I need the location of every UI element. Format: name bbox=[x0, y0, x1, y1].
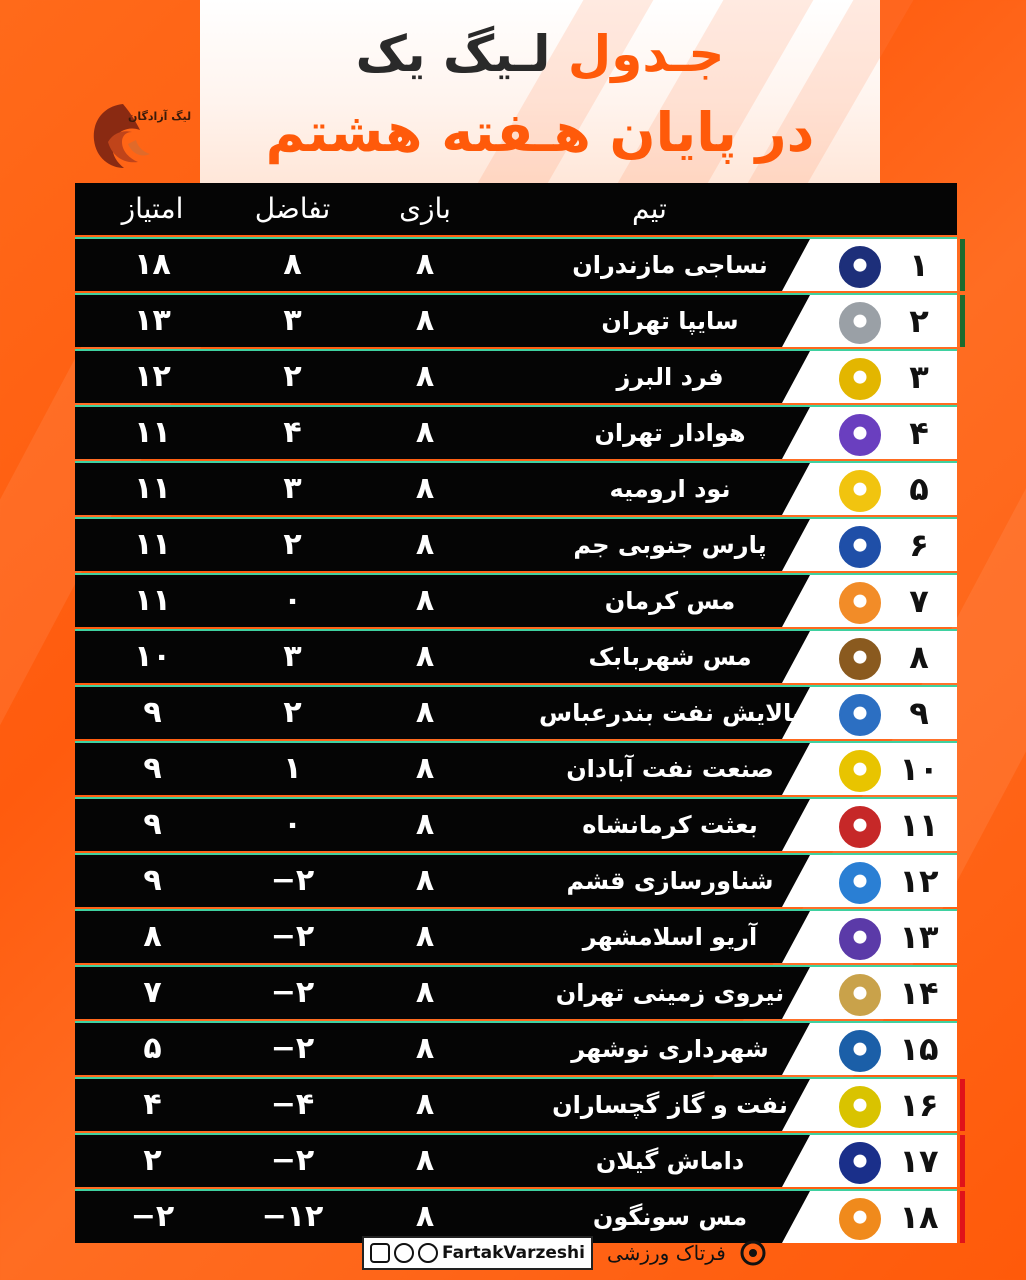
team-name: سایپا تهران bbox=[601, 307, 739, 335]
diff-value: −۴ bbox=[270, 1087, 315, 1122]
diff-value: ۳ bbox=[283, 303, 302, 338]
played-value: ۸ bbox=[415, 1087, 435, 1122]
points-value: ۹ bbox=[143, 863, 162, 898]
played-value: ۸ bbox=[415, 1143, 435, 1178]
diff-value: ۲ bbox=[283, 695, 302, 730]
zone-marker bbox=[960, 295, 965, 347]
rank-number: ۲ bbox=[909, 302, 929, 340]
team-name: شهرداری نوشهر bbox=[571, 1035, 769, 1063]
rank-number: ۱۳ bbox=[899, 918, 939, 956]
footer bbox=[362, 1236, 766, 1270]
played-value: ۸ bbox=[415, 975, 435, 1010]
points-value: ۱۱ bbox=[134, 415, 171, 450]
title-accent: جـدول bbox=[567, 25, 725, 83]
team-name: شناورسازی قشم bbox=[566, 867, 774, 895]
diff-value: −۲ bbox=[270, 1143, 315, 1178]
telegram-icon bbox=[394, 1243, 414, 1263]
points-value: ۹ bbox=[143, 695, 162, 730]
diff-value: ۳ bbox=[283, 471, 302, 506]
points-value: ۷ bbox=[143, 975, 162, 1010]
team-name: آریو اسلامشهر bbox=[582, 923, 758, 951]
table-row bbox=[75, 685, 957, 739]
team-name: نفت و گاز گچساران bbox=[552, 1091, 788, 1119]
played-value: ۸ bbox=[415, 863, 435, 898]
team-name: پارس جنوبی جم bbox=[573, 531, 767, 559]
played-value: ۸ bbox=[415, 359, 435, 394]
points-value: ۱۲ bbox=[134, 359, 171, 394]
column-header-team: تیم bbox=[632, 192, 667, 225]
points-value: −۲ bbox=[130, 1199, 175, 1234]
played-value: ۸ bbox=[415, 751, 435, 786]
rank-number: ۸ bbox=[909, 638, 929, 676]
points-value: ۱۱ bbox=[134, 583, 171, 618]
rank-number: ۱۷ bbox=[899, 1142, 939, 1180]
rank-number: ۱۰ bbox=[899, 750, 939, 788]
rank-number: ۱۶ bbox=[899, 1086, 939, 1124]
rank-number: ۱۸ bbox=[899, 1198, 939, 1236]
played-value: ۸ bbox=[415, 471, 435, 506]
diff-value: ۲ bbox=[283, 359, 302, 394]
diff-value: ۲ bbox=[283, 527, 302, 562]
zone-marker bbox=[960, 1079, 965, 1131]
points-value: ۹ bbox=[143, 751, 162, 786]
played-value: ۸ bbox=[415, 1199, 435, 1234]
points-value: ۸ bbox=[143, 919, 162, 954]
diff-value: ۰ bbox=[283, 807, 302, 842]
page-subtitle: در پایان هـفته هشتم bbox=[265, 101, 815, 164]
played-value: ۸ bbox=[415, 527, 435, 562]
column-header-played: بازی bbox=[399, 192, 451, 225]
table-row bbox=[75, 405, 957, 459]
diff-value: −۲ bbox=[270, 863, 315, 898]
zone-marker bbox=[960, 1191, 965, 1243]
table-body bbox=[75, 237, 957, 1243]
table-row bbox=[75, 1133, 957, 1187]
team-name: مس کرمان bbox=[604, 587, 736, 615]
web-globe-icon bbox=[418, 1243, 438, 1263]
team-name: نیروی زمینی تهران bbox=[555, 979, 785, 1007]
team-name: صنعت نفت آبادان bbox=[566, 755, 774, 783]
played-value: ۸ bbox=[415, 1031, 435, 1066]
points-value: ۵ bbox=[143, 1031, 162, 1066]
points-value: ۱۰ bbox=[134, 639, 171, 674]
rank-number: ۱ bbox=[909, 246, 929, 284]
table-row bbox=[75, 797, 957, 851]
table-row bbox=[75, 1189, 957, 1243]
team-name: هوادار تهران bbox=[594, 419, 746, 447]
points-value: ۱۱ bbox=[134, 527, 171, 562]
rank-number: ۱۵ bbox=[899, 1030, 939, 1068]
title-main: لـیگ یک bbox=[355, 25, 551, 83]
rank-number: ۹ bbox=[909, 694, 929, 732]
table-row bbox=[75, 853, 957, 907]
table-row bbox=[75, 965, 957, 1019]
team-name: نساجی مازندران bbox=[572, 251, 768, 279]
points-value: ۱۳ bbox=[134, 303, 171, 338]
rank-number: ۱۲ bbox=[899, 862, 939, 900]
zone-marker bbox=[960, 239, 965, 291]
table-row bbox=[75, 293, 957, 347]
diff-value: ۴ bbox=[283, 415, 302, 450]
table-row bbox=[75, 349, 957, 403]
points-value: ۱۸ bbox=[134, 247, 171, 282]
column-header-diff: تفاضل bbox=[254, 192, 331, 225]
zone-marker bbox=[960, 1135, 965, 1187]
points-value: ۱۱ bbox=[134, 471, 171, 506]
diff-value: −۲ bbox=[270, 975, 315, 1010]
diff-value: ۰ bbox=[283, 583, 302, 618]
social-handle: FartakVarzeshi bbox=[442, 1243, 585, 1263]
team-name: مس سونگون bbox=[592, 1203, 748, 1231]
table-header bbox=[75, 183, 957, 235]
diff-value: ۱ bbox=[283, 751, 302, 786]
table-row bbox=[75, 1021, 957, 1075]
rank-number: ۳ bbox=[909, 358, 929, 396]
table-row bbox=[75, 629, 957, 683]
diff-value: ۳ bbox=[283, 639, 302, 674]
rank-number: ۱۴ bbox=[899, 974, 939, 1012]
diff-value: −۲ bbox=[270, 919, 315, 954]
rank-number: ۶ bbox=[909, 526, 929, 564]
table-row bbox=[75, 1077, 957, 1131]
table-row bbox=[75, 909, 957, 963]
table-row bbox=[75, 517, 957, 571]
team-name: بعثت کرمانشاه bbox=[582, 811, 758, 839]
table-row bbox=[75, 741, 957, 795]
page-title bbox=[200, 22, 880, 86]
played-value: ۸ bbox=[415, 695, 435, 730]
league-table bbox=[75, 183, 957, 1243]
column-header-points: امتیاز bbox=[121, 192, 184, 225]
instagram-icon bbox=[370, 1243, 390, 1263]
team-name: نود ارومیه bbox=[609, 475, 731, 503]
table-row bbox=[75, 237, 957, 291]
table-row bbox=[75, 573, 957, 627]
played-value: ۸ bbox=[415, 303, 435, 338]
rank-number: ۷ bbox=[909, 582, 929, 620]
team-name: داماش گیلان bbox=[595, 1147, 745, 1175]
publisher-name: فرتاک ورزشی bbox=[606, 1241, 726, 1265]
played-value: ۸ bbox=[415, 247, 435, 282]
rank-number: ۱۱ bbox=[899, 806, 939, 844]
team-name: فرد البرز bbox=[616, 363, 724, 391]
diff-value: −۲ bbox=[270, 1031, 315, 1066]
social-handle-box bbox=[362, 1236, 593, 1270]
played-value: ۸ bbox=[415, 639, 435, 674]
diff-value: ۸ bbox=[283, 247, 302, 282]
played-value: ۸ bbox=[415, 415, 435, 450]
table-row bbox=[75, 461, 957, 515]
league-logo-text: لیگ آزادگان bbox=[128, 110, 192, 123]
played-value: ۸ bbox=[415, 919, 435, 954]
played-value: ۸ bbox=[415, 807, 435, 842]
team-name: پالایش نفت بندرعباس bbox=[538, 699, 802, 727]
team-name: مس شهربابک bbox=[588, 643, 752, 671]
rank-number: ۴ bbox=[909, 414, 929, 452]
publisher-logo-icon bbox=[740, 1240, 766, 1266]
rank-number: ۵ bbox=[909, 470, 929, 508]
league-logo bbox=[88, 100, 208, 180]
points-value: ۹ bbox=[143, 807, 162, 842]
diff-value: −۱۲ bbox=[261, 1199, 324, 1234]
points-value: ۲ bbox=[143, 1143, 162, 1178]
played-value: ۸ bbox=[415, 583, 435, 618]
points-value: ۴ bbox=[143, 1087, 162, 1122]
